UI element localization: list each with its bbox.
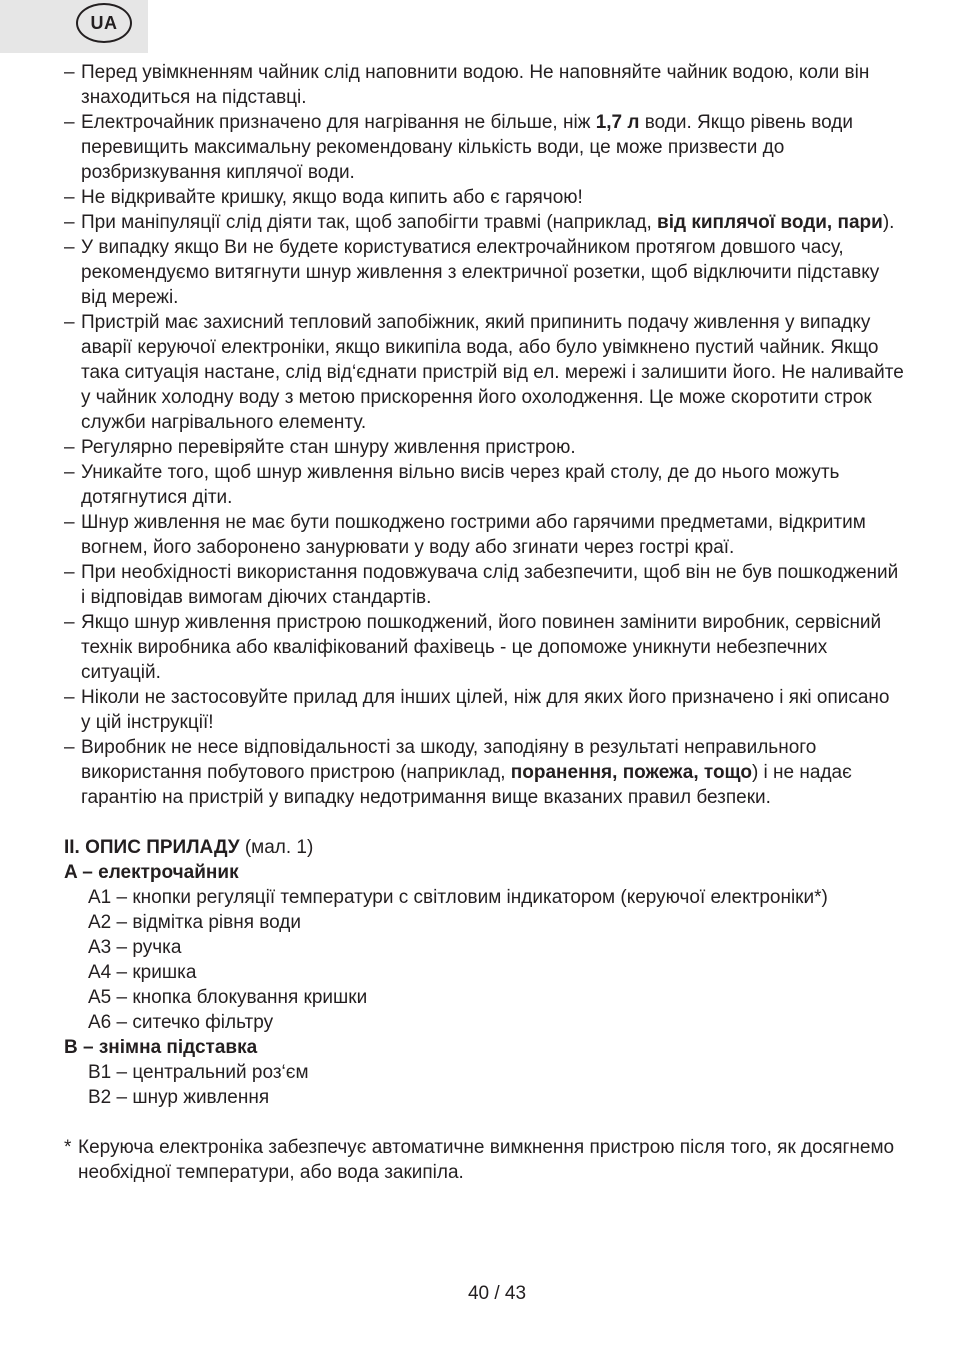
list-item: – У випадку якщо Ви не будете користуватися електрочайником протягом довшого часу, рекомендуємо витягнути шнур живлення з електричної розетки, щоб відключити підставку від мережі.: [64, 235, 904, 310]
page-number: 40 / 43: [467, 1283, 527, 1304]
list-item: – Шнур живлення не має бути пошкоджено гострими або гарячими предметами, відкритим вогнем, його заборонено занурювати у воду або згинати через гострі краї.: [64, 510, 904, 560]
footnote-marker: *: [64, 1137, 72, 1158]
part-item: A1 – кнопки регуляції температури с світловим індикатором (керуючої електроніки*): [88, 887, 828, 908]
list-item: – Якщо шнур живлення пристрою пошкоджений, його повинен замінити виробник, сервісний технік виробника або кваліфікований фахівець - це допоможе уникнути небезпечних ситуацій.: [64, 610, 904, 685]
footnote: [64, 1135, 904, 1185]
list-item: – При необхідності використання подовжувача слід забезпечити, щоб він не був пошкоджений і відповідав вимогам діючих стандартів.: [64, 560, 904, 610]
part-item: B2 – шнур живлення: [88, 1087, 270, 1108]
footnote-text: Керуюча електроніка забезпечує автоматичне вимкнення пристрою після того, як досягнемо необхідної температури, або вода закипіла.: [78, 1137, 895, 1183]
part-item: A4 – кришка: [88, 962, 197, 983]
page-content: [64, 60, 904, 1185]
group-b-parts-list: [64, 1060, 904, 1110]
safety-instructions-list: [64, 60, 904, 810]
list-item: – Перед увімкненням чайник слід наповнити водою. Не наповняйте чайник водою, коли він знаходиться на підставці.: [64, 60, 904, 110]
list-item: – Виробник не несе відповідальності за шкоду, заподіяну в результаті неправильного використання побутового пристрою (наприклад, поранення, пожежа, тощо) і не надає гарантію на пристрій у випадку недотримання вище вказаних правил безпеки.: [64, 735, 904, 810]
list-item: – Уникайте того, щоб шнур живлення вільно висів через край столу, де до нього можуть дотягнутися діти.: [64, 460, 904, 510]
section-heading: [64, 835, 904, 860]
part-item: A5 – кнопка блокування кришки: [88, 987, 368, 1008]
part-item: A3 – ручка: [88, 937, 182, 958]
language-badge: [76, 3, 132, 43]
device-description-section: [64, 835, 904, 1110]
list-item: – Регулярно перевіряйте стан шнуру живлення пристрою.: [64, 435, 904, 460]
language-tab: [0, 0, 148, 53]
list-item: – Пристрій має захисний тепловий запобіжник, який припинить подачу живлення у випадку аварії керуючої електроніки, якщо википіла вода, або було увімкнено пустий чайник. Якщо така ситуація настане, слід від‘єднати пристрій від ел. мережі і залишити його. Не наливайте у чайник холодну воду з метою прискорення його охолодження. Це може скоротити строк служби нагрівального елементу.: [64, 310, 904, 435]
list-item: – При маніпуляції слід діяти так, щоб запобігти травмі (наприклад, від киплячої води, пари).: [64, 210, 904, 235]
section-title-suffix: (мал. 1): [239, 837, 314, 858]
part-item: A2 – відмітка рівня води: [88, 912, 301, 933]
section-title: II. ОПИС ПРИЛАДУ: [64, 837, 240, 858]
language-code: UA: [90, 12, 118, 33]
list-item: – Електрочайник призначено для нагрівання не більше, ніж 1,7 л води. Якщо рівень води перевищить максимальну рекомендовану кількість води, це може призвести до розбризкування киплячої води.: [64, 110, 904, 185]
group-a-title: A – електрочайник: [64, 862, 239, 883]
part-item: A6 – ситечко фільтру: [88, 1012, 274, 1033]
group-b-title: B – знімна підставка: [64, 1037, 258, 1058]
list-item: – Не відкривайте кришку, якщо вода кипить або є гарячою!: [64, 185, 904, 210]
part-item: B1 – центральний роз‘єм: [88, 1062, 309, 1083]
group-a-parts-list: [64, 885, 904, 1035]
list-item: – Ніколи не застосовуйте прилад для інших цілей, ніж для яких його призначено і які описано у цій інструкції!: [64, 685, 904, 735]
